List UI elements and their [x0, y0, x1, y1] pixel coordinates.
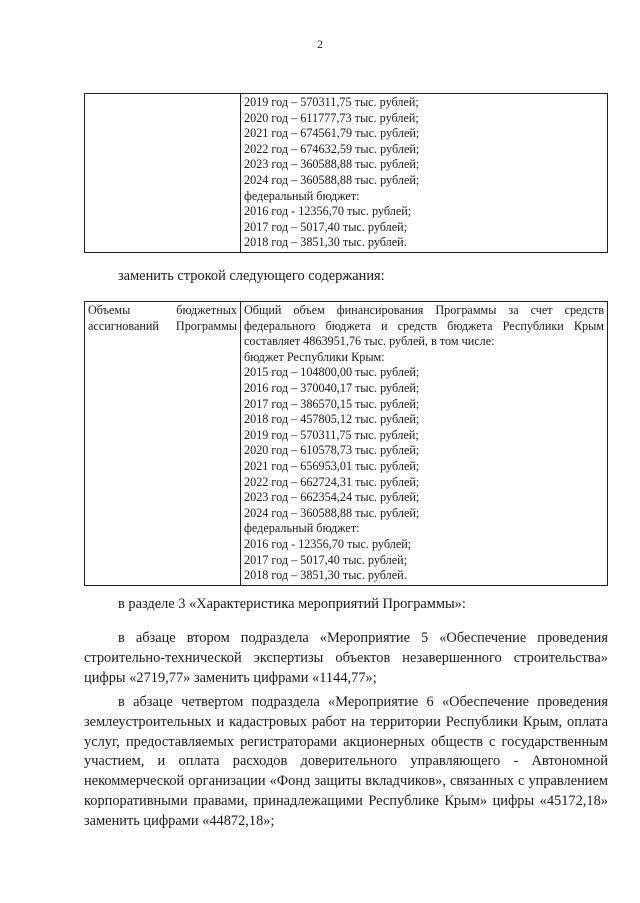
funding-line: 2016 год - 12356,70 тыс. рублей; [244, 204, 412, 219]
funding-line: 2019 год – 570311,75 тыс. рублей; [244, 95, 419, 109]
funding-line: федеральный бюджет: [244, 188, 360, 203]
table-label-cell [85, 302, 241, 586]
funding-line: 2016 год – 370040,17 тыс. рублей; [244, 380, 420, 395]
total-funding-text: Общий объем финансирования Программы за счет средств федерального бюджета и средств бюджета Республики Крым составляет 4863951,76 тыс. рублей, в том числе: [244, 303, 604, 349]
funding-line: бюджет Республики Крым: [244, 349, 385, 364]
funding-line: 2024 год – 360588,88 тыс. рублей; [244, 505, 420, 520]
funding-line: 2017 год – 386570,15 тыс. рублей; [244, 396, 420, 411]
funding-line: 2021 год – 656953,01 тыс. рублей; [244, 458, 420, 473]
budget-allocations-label: Объемы бюджетных ассигнований Программы [88, 303, 237, 333]
funding-line: 2015 год – 104800,00 тыс. рублей; [244, 365, 420, 380]
funding-line: 2022 год – 674632,59 тыс. рублей; [244, 141, 420, 156]
table-values-cell [241, 94, 608, 253]
funding-line: 2018 год – 457805,12 тыс. рублей; [244, 412, 420, 427]
funding-line: 2017 год – 5017,40 тыс. рублей; [244, 552, 408, 567]
funding-line: федеральный бюджет: [244, 521, 360, 536]
funding-line: 2024 год – 360588,88 тыс. рублей; [244, 172, 420, 187]
funding-table-new [84, 301, 608, 586]
funding-line: 2018 год – 3851,30 тыс. рублей. [244, 568, 407, 583]
funding-line: 2019 год – 570311,75 тыс. рублей; [244, 427, 419, 442]
funding-line: 2021 год – 674561,79 тыс. рублей; [244, 126, 420, 141]
table-values-cell [241, 302, 608, 586]
funding-line: 2018 год – 3851,30 тыс. рублей. [244, 235, 407, 250]
measure-6-paragraph: в абзаце четвертом подраздела «Мероприятие 6 «Обеспечение проведения землеустроительных и кадастровых работ на территории Республики Крым, оплата услуг, предоставляемых регистраторами акционерных обществ с государственным участием, и оплата расходов доверительного управляющего - Автономной некоммерческой организации «Фонд защиты вкладчиков», связанных с управлением корпоративными правами, принадлежащими Республике Крым» цифры «45172,18» заменить цифрами «44872,18»; [84, 694, 608, 829]
funding-line: 2023 год – 662354,24 тыс. рублей; [244, 490, 420, 505]
funding-line: 2020 год – 611777,73 тыс. рублей; [244, 110, 419, 125]
funding-table-old [84, 93, 608, 253]
page-number: 2 [317, 37, 323, 51]
measure-5-paragraph: в абзаце втором подраздела «Мероприятие 5 «Обеспечение проведения строительно-технической экспертизы объектов незавершенного строительства» цифры «2719,77» заменить цифрами «1144,77»; [84, 630, 608, 686]
funding-line: 2016 год - 12356,70 тыс. рублей; [244, 536, 412, 551]
table-row [85, 94, 608, 253]
funding-line: 2022 год – 662724,31 тыс. рублей; [244, 474, 420, 489]
funding-line: 2017 год – 5017,40 тыс. рублей; [244, 219, 408, 234]
funding-line: 2020 год – 610578,73 тыс. рублей; [244, 443, 420, 458]
table-label-cell [85, 94, 241, 253]
section-3-paragraph: в разделе 3 «Характеристика мероприятий Программы»: [118, 596, 466, 612]
replace-instruction: заменить строкой следующего содержания: [118, 268, 385, 284]
funding-line: 2023 год – 360588,88 тыс. рублей; [244, 157, 420, 172]
table-row [85, 302, 608, 586]
